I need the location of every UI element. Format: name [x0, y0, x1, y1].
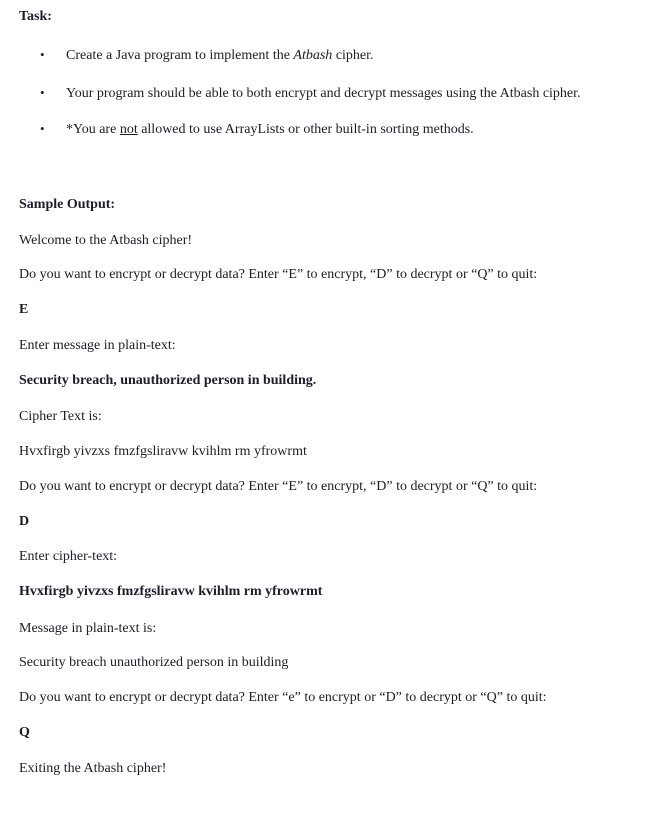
output-line: Enter message in plain-text:	[19, 338, 176, 353]
output-line: Do you want to encrypt or decrypt data? Enter “e” to encrypt or “D” to decrypt or “Q” to quit:	[19, 690, 547, 705]
bullet-text-before: *You are	[66, 122, 120, 137]
task-bullet-2	[40, 84, 581, 103]
output-line: Welcome to the Atbash cipher!	[19, 233, 193, 248]
task-heading: Task:	[19, 9, 52, 24]
output-line: Hvxfirgb yivzxs fmzfgsliravw kvihlm rm yfrowrmt	[19, 444, 307, 459]
output-line-input: Security breach, unauthorized person in building.	[19, 373, 317, 388]
sample-output-heading: Sample Output:	[19, 197, 116, 212]
output-line: Message in plain-text is:	[19, 621, 157, 636]
bullet-text: Your program should be able to both encrypt and decrypt messages using the Atbash cipher.	[66, 86, 581, 101]
bullet-text-after: allowed to use ArrayLists or other built-in sorting methods.	[137, 122, 474, 137]
output-line: Security breach unauthorized person in building	[19, 655, 289, 670]
output-line: Cipher Text is:	[19, 409, 102, 424]
output-line: Enter cipher-text:	[19, 549, 118, 564]
output-line-input: E	[19, 302, 29, 317]
bullet-icon: •	[40, 85, 45, 100]
output-line: Do you want to encrypt or decrypt data? Enter “E” to encrypt, “D” to decrypt or “Q” to quit:	[19, 267, 538, 282]
output-line-input: Q	[19, 725, 30, 740]
bullet-text-before: Create a Java program to implement the	[66, 48, 294, 63]
output-line: Do you want to encrypt or decrypt data? Enter “E” to encrypt, “D” to decrypt or “Q” to quit:	[19, 479, 538, 494]
bullet-icon: •	[40, 47, 45, 62]
output-line-input: D	[19, 514, 30, 529]
bullet-icon: •	[40, 121, 45, 136]
task-bullet-3	[40, 120, 474, 139]
task-bullet-1	[40, 46, 374, 65]
output-line: Exiting the Atbash cipher!	[19, 761, 167, 776]
bullet-text-underlined: not	[119, 122, 138, 137]
output-line-input: Hvxfirgb yivzxs fmzfgsliravw kvihlm rm yfrowrmt	[19, 584, 323, 599]
bullet-text-emphasis: Atbash	[293, 48, 333, 63]
bullet-text-after: cipher.	[332, 48, 374, 63]
